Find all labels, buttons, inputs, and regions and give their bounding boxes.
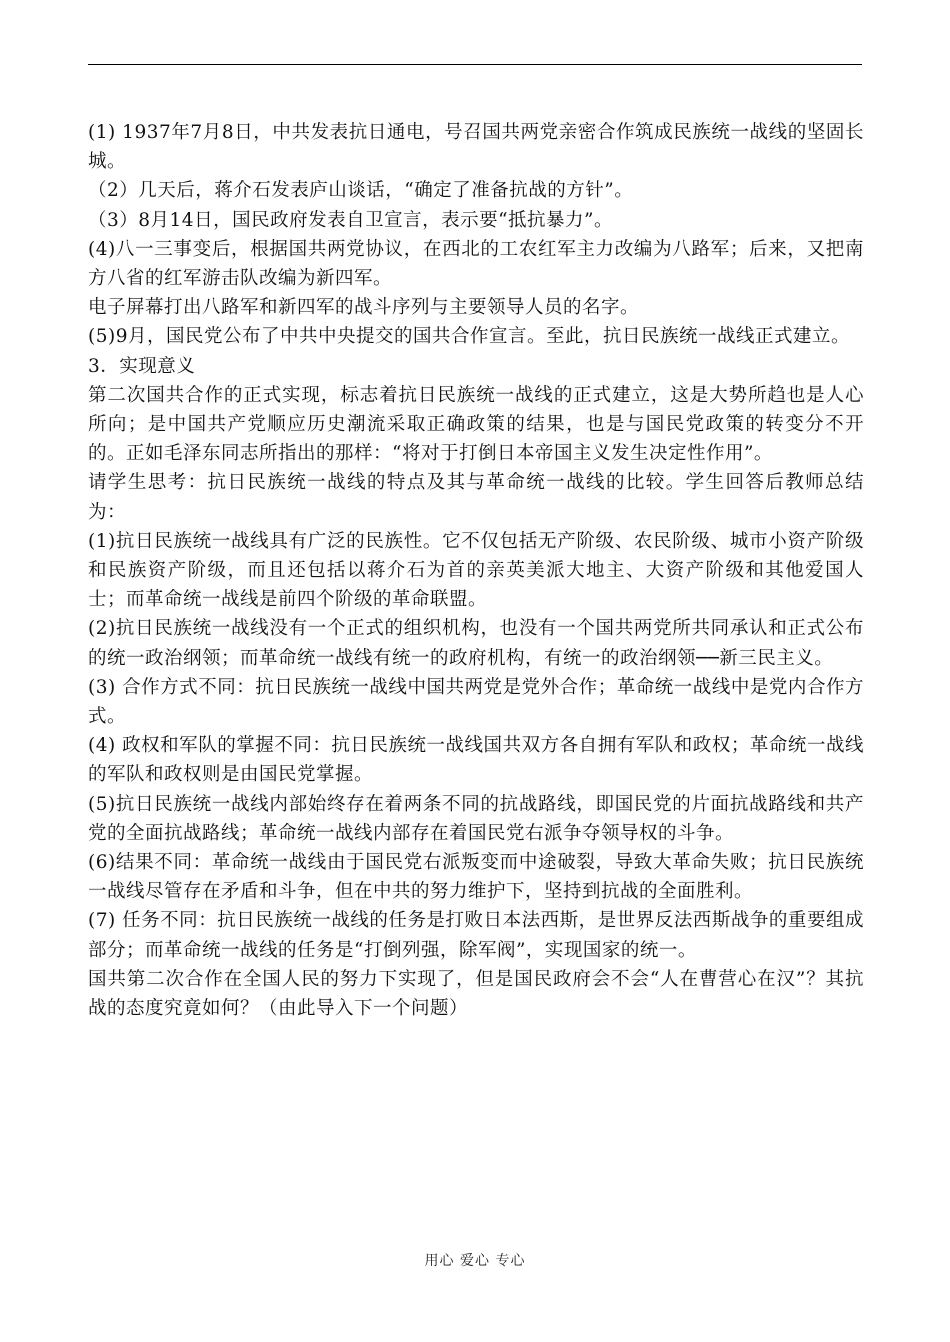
paragraph-16: (7) 任务不同：抗日民族统一战线的任务是打败日本法西斯，是世界反法西斯战争的重要组成部分；而革命统一战线的任务是“打倒列强，除军阀”，实现国家的统一。 bbox=[88, 910, 864, 961]
section-heading: 3．实现意义 bbox=[88, 355, 196, 377]
paragraph-1: (1) 1937年7月8日，中共发表抗日通电，号召国共两党亲密合作筑成民族统一战线的坚固长城。 bbox=[88, 122, 864, 173]
paragraph-5: 电子屏幕打出八路军和新四军的战斗序列与主要领导人员的名字。 bbox=[88, 297, 640, 319]
paragraph-11: (2)抗日民族统一战线没有一个正式的组织机构，也没有一个国共两党所共同承认和正式公布的统一政治纲领；而革命统一战线有统一的政府机构，有统一的政治纲领──新三民主义。 bbox=[88, 618, 864, 669]
paragraph-14: (5)抗日民族统一战线内部始终存在着两条不同的抗战路线，即国民党的片面抗战路线和共产党的全面抗战路线；革命统一战线内部存在着国民党右派争夺领导权的斗争。 bbox=[88, 793, 864, 844]
page-footer: 用心 爱心 专心 bbox=[424, 1253, 526, 1269]
paragraph-15: (6)结果不同：革命统一战线由于国民党右派叛变而中途破裂，导致大革命失败；抗日民族统一战线尽管存在矛盾和斗争，但在中共的努力维护下，坚持到抗战的全面胜利。 bbox=[88, 852, 864, 903]
paragraph-13: (4) 政权和军队的掌握不同：抗日民族统一战线国共双方各自拥有军队和政权；革命统一战线的军队和政权则是由国民党掌握。 bbox=[88, 735, 864, 786]
paragraph-10: (1)抗日民族统一战线具有广泛的民族性。它不仅包括无产阶级、农民阶级、城市小资产阶级和民族资产阶级，而且还包括以蒋介石为首的亲英美派大地主、大资产阶级和其他爱国人士；而革命统一战线是前四个阶级的革命联盟。 bbox=[88, 530, 864, 611]
paragraph-9: 请学生思考：抗日民族统一战线的特点及其与革命统一战线的比较。学生回答后教师总结为： bbox=[88, 472, 864, 523]
paragraph-2: （2）几天后，蒋介石发表庐山谈话，“确定了准备抗战的方针”。 bbox=[88, 180, 634, 202]
header-rule bbox=[88, 64, 862, 65]
paragraph-3: （3）8月14日，国民政府发表自卫宣言，表示要“抵抗暴力”。 bbox=[88, 209, 613, 231]
paragraph-12: (3) 合作方式不同：抗日民族统一战线中国共两党是党外合作；革命统一战线中是党内合作方式。 bbox=[88, 676, 864, 728]
paragraph-17: 国共第二次合作在全国人民的努力下实现了，但是国民政府会不会“人在曹营心在汉”？其抗战的态度究竟如何？（由此导入下一个问题） bbox=[88, 968, 864, 1020]
paragraph-8: 第二次国共合作的正式实现，标志着抗日民族统一战线的正式建立，这是大势所趋也是人心所向；是中国共产党顺应历史潮流采取正确政策的结果，也是与国民党政策的转变分不开的。正如毛泽东同志所指出的那样：“将对于打倒日本帝国主义发生决定性作用”。 bbox=[88, 384, 864, 465]
document-body bbox=[88, 118, 864, 1023]
paragraph-6: (5)9月，国民党公布了中共中央提交的国共合作宣言。至此，抗日民族统一战线正式建立。 bbox=[88, 326, 850, 348]
paragraph-4: (4)八一三事变后，根据国共两党协议，在西北的工农红军主力改编为八路军；后来，又把南方八省的红军游击队改编为新四军。 bbox=[88, 238, 864, 290]
